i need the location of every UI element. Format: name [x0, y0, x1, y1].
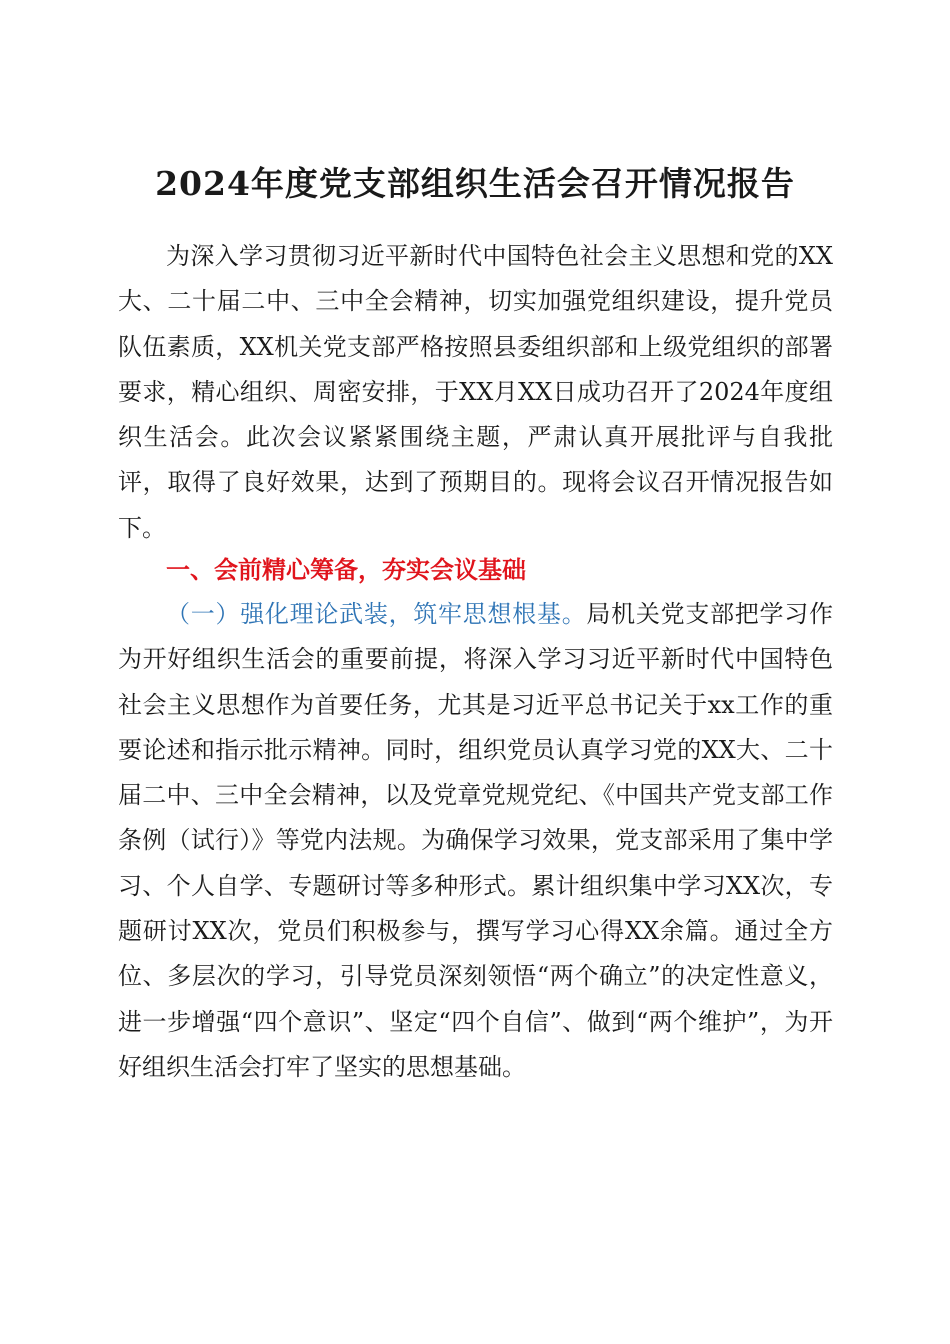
subsection-paragraph-block	[118, 592, 833, 1090]
intro-paragraph: 为深入学习贯彻习近平新时代中国特色社会主义思想和党的XX大、二十届二中、三中全会精神，切实加强党组织建设，提升党员队伍素质，XX机关党支部严格按照县委组织部和上级党组织的部署要求，精心组织、周密安排，于XX月XX日成功召开了2024年度组织生活会。此次会议紧紧围绕主题，严肃认真开展批评与自我批评，取得了良好效果，达到了预期目的。现将会议召开情况报告如下。	[118, 242, 833, 542]
section-heading-1: 一、会前精心筹备，夯实会议基础	[166, 556, 526, 584]
document-title: 2024年度党支部组织生活会召开情况报告	[155, 164, 795, 203]
subsection-body: 局机关党支部把学习作为开好组织生活会的重要前提，将深入学习习近平新时代中国特色社会主义思想作为首要任务，尤其是习近平总书记关于xx工作的重要论述和指示批示精神。同时，组织党员认真学习党的XX大、二十届二中、三中全会精神，以及党章党规党纪、《中国共产党支部工作条例（试行）》等党内法规。为确保学习效果，党支部采用了集中学习、个人自学、专题研讨等多种形式。累计组织集中学习XX次，专题研讨XX次，党员们积极参与，撰写学习心得XX余篇。通过全方位、多层次的学习，引导党员深刻领悟“两个确立”的决定性意义，进一步增强“四个意识”、坚定“四个自信”、做到“两个维护”，为开好组织生活会打牢了坚实的思想基础。	[118, 600, 833, 1081]
subsection-paragraph	[118, 592, 833, 1090]
subsection-heading-1: （一）强化理论武装，筑牢思想根基。	[166, 600, 587, 628]
intro-paragraph-block	[118, 234, 833, 551]
